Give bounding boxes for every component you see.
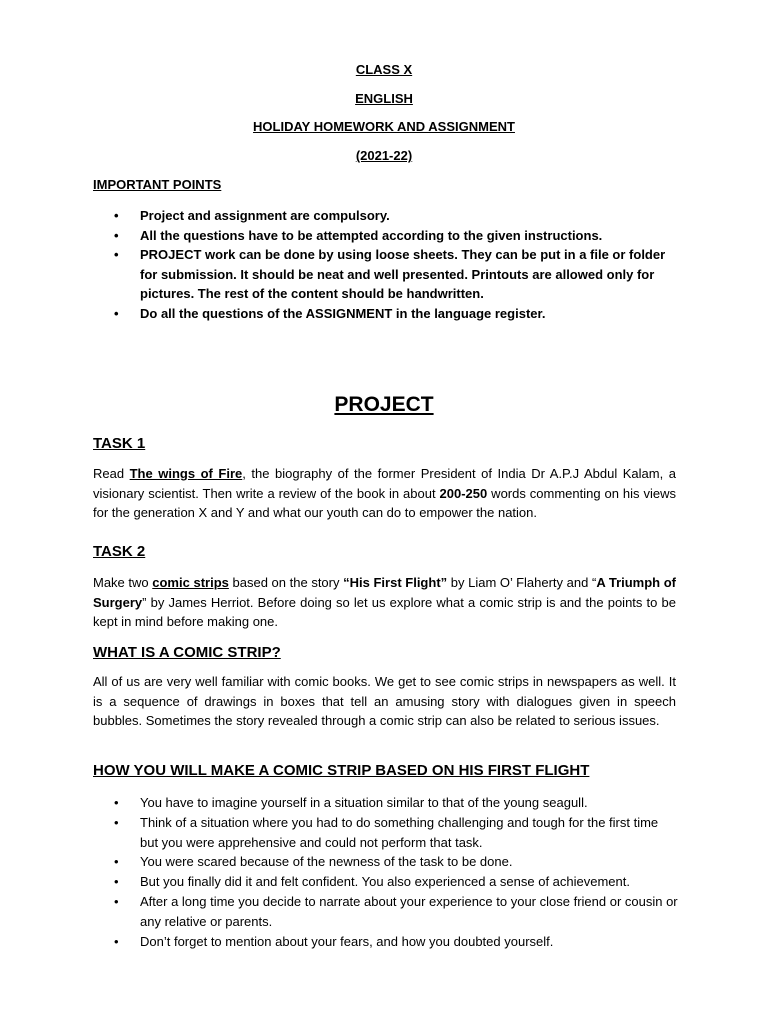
how-to-list [93, 793, 678, 951]
text-run: Make two [93, 575, 153, 590]
project-title: PROJECT [334, 393, 434, 416]
list-item: • But you finally did it and felt confident. You also experienced a sense of achievement. [93, 872, 678, 892]
list-item: • Don’t forget to mention about your fears, and how you doubted yourself. [93, 932, 678, 952]
word-count: 200-250 [439, 485, 488, 501]
task1-heading: TASK 1 [93, 435, 146, 452]
important-points-heading: IMPORTANT POINTS [93, 177, 222, 192]
text-run: based on the story [228, 575, 344, 590]
text-run: Read [93, 466, 130, 481]
task1-text [93, 464, 676, 523]
comic-strip-heading: WHAT IS A COMIC STRIP? [93, 644, 281, 661]
academic-year: (2021-22) [355, 148, 413, 163]
task2-text [93, 573, 676, 632]
text-run: , the biography of the former President of India Dr A.P.J Abdul Kalam, a visionary scientist. Then write a review of the book in about [93, 466, 676, 501]
list-item: • You have to imagine yourself in a situation similar to that of the young seagull. [93, 793, 678, 813]
text-run: words commenting on his views for the generation X and Y and what our youth can do to empower the nation. [93, 485, 676, 520]
list-item: • PROJECT work can be done by using loose sheets. They can be put in a file or folder for submission. It should be neat and well presented. Printouts are allowed only for pictures. The rest of the content should be handwritten. [93, 245, 678, 304]
document-title: HOLIDAY HOMEWORK AND ASSIGNMENT [253, 119, 515, 134]
comic-strip-text: All of us are very well familiar with comic books. We get to see comic strips in newspapers as well. It is a sequence of drawings in boxes that tell an amusing story with dialogues given in speech bubbles. Sometimes the story revealed through a comic strip can also be related to serious issues. [93, 674, 676, 728]
list-item: • All the questions have to be attempted according to the given instructions. [93, 226, 678, 246]
story-title: A Triumph of Surgery [93, 575, 677, 610]
list-item: • After a long time you decide to narrate about your experience to your close friend or cousin or any relative or parents. [93, 892, 678, 932]
task2-heading: TASK 2 [93, 543, 146, 560]
list-item: • You were scared because of the newness of the task to be done. [93, 852, 678, 872]
comic-strips-term: comic strips [152, 575, 229, 590]
how-to-heading: HOW YOU WILL MAKE A COMIC STRIP BASED ON HIS FIRST FLIGHT [93, 762, 590, 779]
book-title: The wings of Fire [129, 466, 243, 481]
subject-heading: ENGLISH [355, 91, 413, 106]
important-points-list [93, 206, 678, 323]
story-title: “His First Flight” [343, 575, 448, 590]
class-heading: CLASS X [355, 62, 413, 77]
list-item: • Think of a situation where you had to do something challenging and tough for the first time but you were apprehensive and could not perform that task. [93, 813, 678, 853]
list-item: • Project and assignment are compulsory. [93, 206, 678, 226]
list-item: • Do all the questions of the ASSIGNMENT in the language register. [93, 304, 678, 324]
text-run: by Liam O’ Flaherty and “ [447, 575, 597, 590]
text-run: ” by James Herriot. Before doing so let us explore what a comic strip is and the points to be kept in mind before making one. [93, 594, 676, 629]
